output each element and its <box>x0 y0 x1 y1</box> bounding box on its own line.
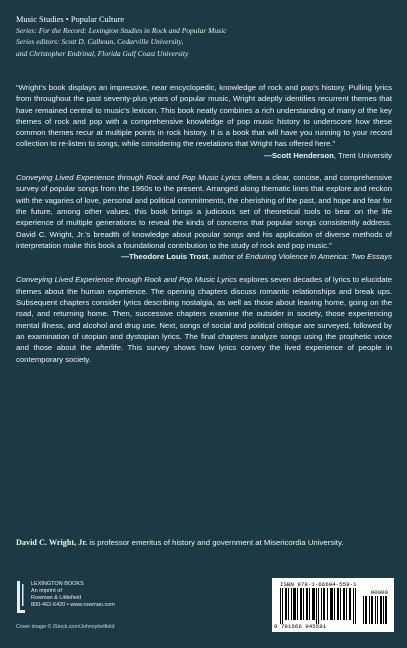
publisher-parent: Rowman & Littlefield <box>31 595 82 602</box>
review-2-body: offers a clear, concise, and comprehensive survey of popular songs from the 1960s to the present. Arranged along thematic lines that explore and reckon with the vagaries of love, personal and political commitments, the cherishing of the past, and hope and fear for the future, among other values, this book brings a judicious set of theoretical tools to bear on the life experience of multiple generations to reveal the kinds of concerns that popular songs consistently address. David C. Wright, Jr.’s breadth of knowledge about popular songs and his application of diverse methods of interpretation make this book a foundational contribution to the study of rock and pop music.” <box>16 173 392 250</box>
review-2-book-title: Conveying Lived Experience through Rock and Pop Music Lyrics <box>16 173 241 183</box>
series-title: Series: For the Record: Lexington Studies in Rock and Popular Music <box>16 26 227 35</box>
description-book-title: Conveying Lived Experience through Rock and Pop Music Lyrics <box>16 275 237 285</box>
review-1-affiliation: , Trent University <box>333 150 392 160</box>
review-2-attribution <box>16 251 392 262</box>
series-editors: Series editors: Scott D. Calhoun, Cedarville University, <box>16 37 184 47</box>
description-body: explores seven decades of lyrics to elucidate themes about the human experience. The opening chapters discuss romantic relationships and break ups. Subsequent chapters consider lyrics describing nostalgia, as well as those about leaving home, going on the road, and returning home. Then, successive chapters examine the outsider in society, those experiencing mental illness, and alcohol and drug use. Next, songs of social and political critique are surveyed, followed by an examination of utopian and dystopian lyrics. The final chapters analyze songs using the prophetic voice and those about the afterlife. This survey shows how lyrics convey the lived experience of people in contemporary society. <box>16 275 392 364</box>
isbn-label: ISBN 978-1-66694-559-1 <box>280 581 357 588</box>
review-2-text <box>16 172 392 251</box>
lexington-logo-icon <box>16 580 26 614</box>
publisher-info <box>31 581 115 609</box>
book-description <box>16 274 392 364</box>
cover-header <box>16 14 396 59</box>
publisher-block <box>16 580 206 638</box>
author-name: David C. Wright, Jr. <box>16 538 88 547</box>
price-code: 90000 <box>370 589 388 596</box>
author-bio <box>16 537 392 548</box>
publisher-name: LEXINGTON BOOKS <box>31 581 84 587</box>
review-2-work: Enduring Violence in America: Two Essays <box>245 252 392 262</box>
isbn-barcode-icon <box>278 588 358 624</box>
review-1-attribution <box>16 150 392 161</box>
publisher-imprint: An imprint of <box>31 588 62 595</box>
review-1-name: —Scott Henderson <box>264 150 334 160</box>
barcode <box>272 578 394 632</box>
cover-image-credit: Cover image © iStock.com/Johnnyhetfield <box>16 624 115 630</box>
series-editors-cont: and Christopher Endrinal, Florida Gulf Coast University <box>16 48 189 58</box>
review-1-text: “Wright’s book displays an impressive, near encyclopedic, knowledge of rock and pop’s history. Pulling lyrics from throughout the past seventy-plus years of popular music, Wright adeptly identifies recurrent themes that have remained central to music’s lexicon. This book neatly combines a rich understanding of many of the key themes of rock and pop with a comprehensive knowledge of pop music history to underscore how these common themes recur at multiple points in rock history. It is a book that will have you running to your record collection to re-listen to songs, while considering the revelations that Wright has offered here.” <box>16 83 392 149</box>
barcode-digits: 9 781666 945591 <box>274 623 327 630</box>
review-2-affiliation: , author of <box>208 252 246 262</box>
publisher-contact: 800-462-6420 • www.rowman.com <box>31 602 115 609</box>
review-2-name: —Theodore Louis Trost <box>121 252 209 262</box>
cover-body <box>16 82 392 365</box>
author-bio-text: is professor emeritus of history and government at Misericordia University. <box>87 538 344 547</box>
subject-category: Music Studies • Popular Culture <box>16 15 125 24</box>
price-barcode-icon <box>362 596 388 624</box>
